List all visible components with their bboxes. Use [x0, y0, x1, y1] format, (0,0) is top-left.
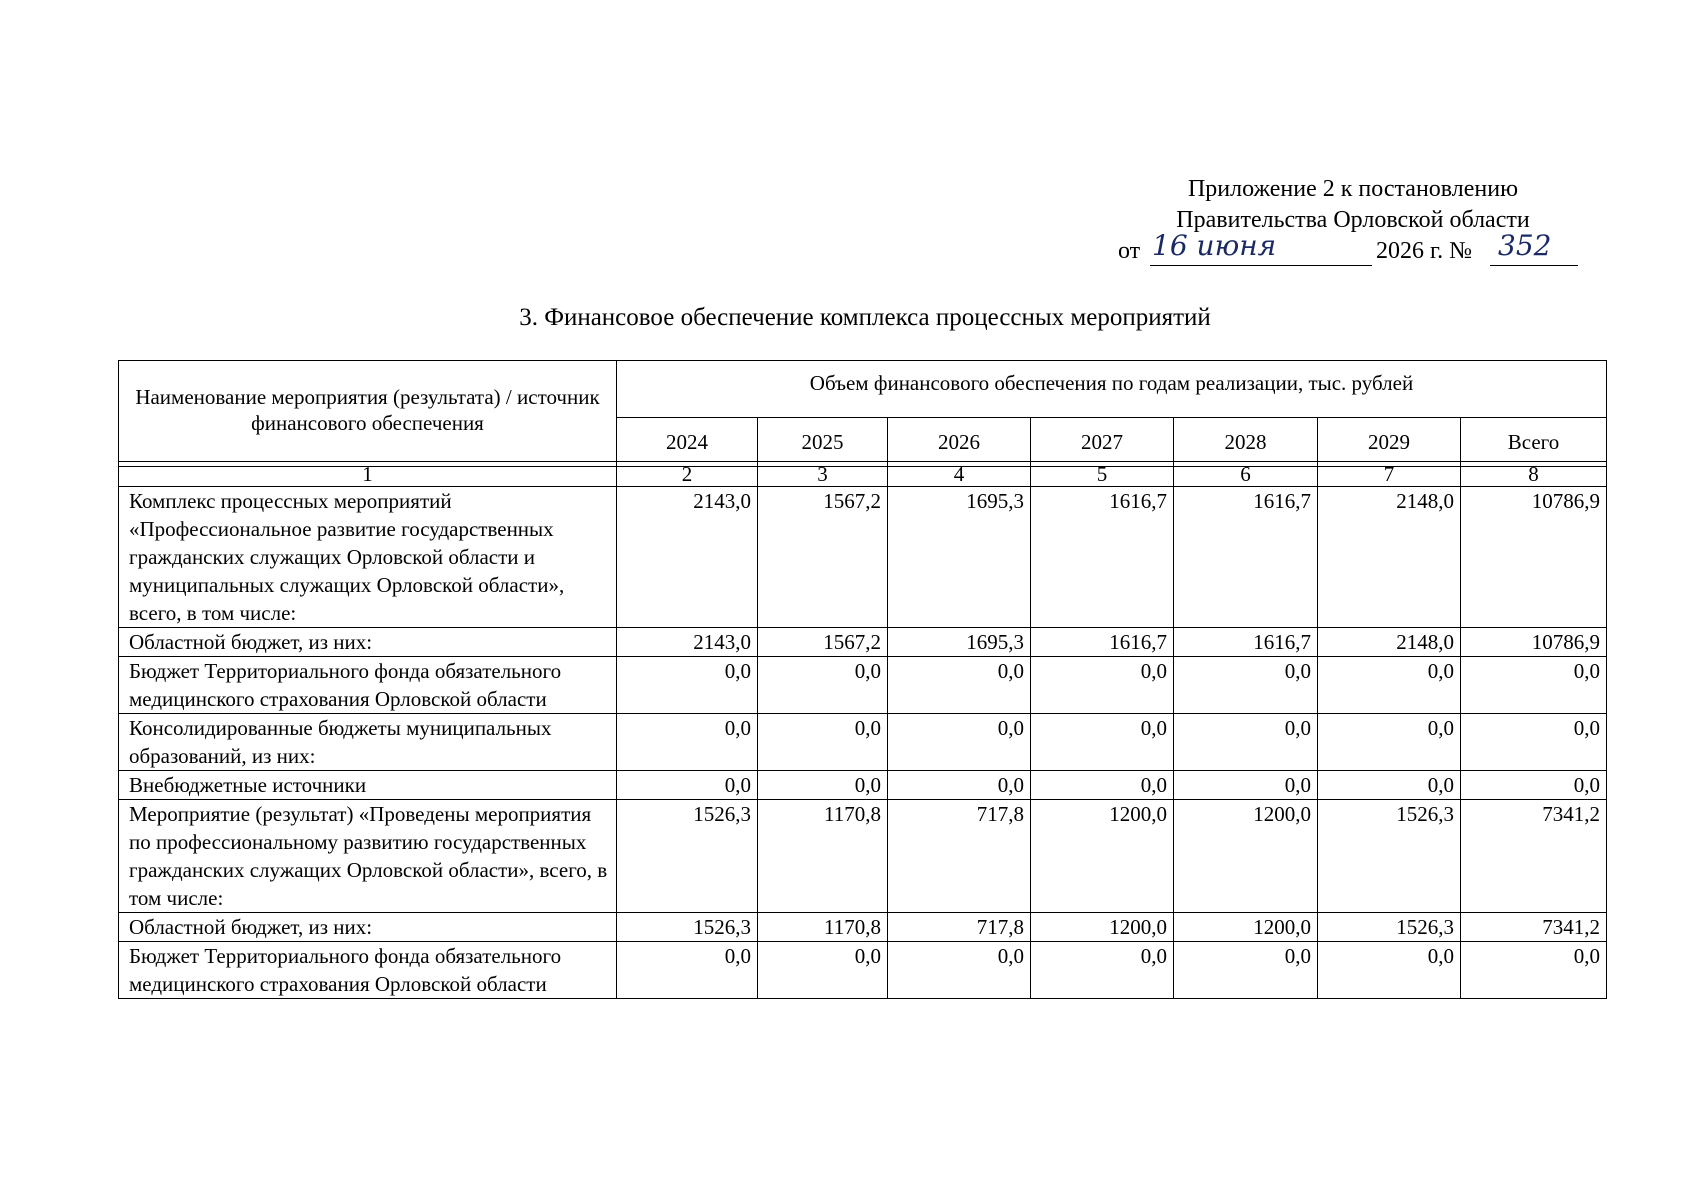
row-value: 0,0 — [617, 657, 758, 714]
row-name: Бюджет Территориального фонда обязательного медицинского страхования Орловской области — [119, 942, 617, 999]
column-number: 1 — [119, 462, 617, 487]
column-number: 8 — [1461, 462, 1607, 487]
table-row — [119, 942, 1607, 999]
row-value: 1567,2 — [758, 487, 888, 628]
row-value: 0,0 — [1174, 714, 1318, 771]
year-number-label: 2026 г. № — [1376, 238, 1473, 264]
column-number: 3 — [758, 462, 888, 487]
row-value: 0,0 — [758, 771, 888, 800]
column-header-volume: Объем финансового обеспечения по годам реализации, тыс. рублей — [617, 361, 1607, 418]
column-header-name: Наименование мероприятия (результата) / источник финансового обеспечения — [119, 361, 617, 467]
row-value: 0,0 — [1318, 771, 1461, 800]
year-header: 2027 — [1031, 418, 1174, 467]
year-header: 2024 — [617, 418, 758, 467]
row-value: 0,0 — [1031, 714, 1174, 771]
year-header: 2028 — [1174, 418, 1318, 467]
row-value: 0,0 — [888, 714, 1031, 771]
row-name: Мероприятие (результат) «Проведены мероприятия по профессиональному развитию государственных гражданских служащих Орловской области», всего, в том числе: — [119, 800, 617, 913]
row-value: 0,0 — [758, 714, 888, 771]
row-name: Комплекс процессных мероприятий «Профессиональное развитие государственных гражданских служащих Орловской области и муниципальных служащих Орловской области», всего, в том числе: — [119, 487, 617, 628]
column-number-row — [119, 462, 1607, 487]
finance-table — [118, 461, 1607, 999]
row-value: 1616,7 — [1031, 487, 1174, 628]
table-row — [119, 771, 1607, 800]
row-value: 1200,0 — [1031, 913, 1174, 942]
table-row — [119, 487, 1607, 628]
row-value: 2148,0 — [1318, 487, 1461, 628]
row-total: 10786,9 — [1461, 487, 1607, 628]
row-total: 0,0 — [1461, 657, 1607, 714]
row-value: 1526,3 — [1318, 913, 1461, 942]
appendix-block — [1118, 174, 1588, 267]
row-value: 0,0 — [1318, 942, 1461, 999]
row-value: 0,0 — [1031, 942, 1174, 999]
appendix-line-1: Приложение 2 к постановлению — [1187, 176, 1519, 202]
row-value: 0,0 — [617, 942, 758, 999]
row-value: 1526,3 — [617, 913, 758, 942]
row-value: 1200,0 — [1174, 800, 1318, 913]
table-row — [119, 628, 1607, 657]
row-value: 1170,8 — [758, 913, 888, 942]
row-value: 1616,7 — [1174, 628, 1318, 657]
row-name: Внебюджетные источники — [119, 771, 617, 800]
appendix-date-line — [1118, 229, 1588, 267]
column-number: 4 — [888, 462, 1031, 487]
year-header: 2025 — [758, 418, 888, 467]
section-title: 3. Финансовое обеспечение комплекса процессных мероприятий — [519, 304, 1211, 331]
row-value: 0,0 — [1031, 771, 1174, 800]
row-value: 1695,3 — [888, 628, 1031, 657]
row-name: Консолидированные бюджеты муниципальных образований, из них: — [119, 714, 617, 771]
column-number: 7 — [1318, 462, 1461, 487]
row-value: 1616,7 — [1031, 628, 1174, 657]
row-name: Областной бюджет, из них: — [119, 628, 617, 657]
row-value: 0,0 — [1174, 657, 1318, 714]
year-header: 2029 — [1318, 418, 1461, 467]
row-value: 0,0 — [1318, 657, 1461, 714]
row-value: 1526,3 — [617, 800, 758, 913]
row-value: 0,0 — [888, 771, 1031, 800]
row-value: 0,0 — [1174, 771, 1318, 800]
row-value: 0,0 — [888, 942, 1031, 999]
row-value: 2143,0 — [617, 628, 758, 657]
column-number: 5 — [1031, 462, 1174, 487]
table-row — [119, 800, 1607, 913]
row-value: 0,0 — [888, 657, 1031, 714]
handwritten-date: 16 июня — [1152, 229, 1277, 262]
table-header — [118, 360, 1607, 467]
row-total: 7341,2 — [1461, 913, 1607, 942]
row-total: 7341,2 — [1461, 800, 1607, 913]
row-value: 0,0 — [758, 942, 888, 999]
row-value: 0,0 — [758, 657, 888, 714]
row-total: 10786,9 — [1461, 628, 1607, 657]
column-number: 2 — [617, 462, 758, 487]
row-total: 0,0 — [1461, 942, 1607, 999]
handwritten-number: 352 — [1498, 229, 1552, 262]
year-header: 2026 — [888, 418, 1031, 467]
row-value: 1567,2 — [758, 628, 888, 657]
row-value: 1526,3 — [1318, 800, 1461, 913]
table-row — [119, 714, 1607, 771]
row-value: 2148,0 — [1318, 628, 1461, 657]
row-value: 717,8 — [888, 913, 1031, 942]
row-value: 717,8 — [888, 800, 1031, 913]
row-total: 0,0 — [1461, 771, 1607, 800]
column-number: 6 — [1174, 462, 1318, 487]
from-label: от — [1118, 238, 1141, 264]
table-row — [119, 657, 1607, 714]
row-value: 1170,8 — [758, 800, 888, 913]
row-value: 0,0 — [617, 771, 758, 800]
row-value: 1616,7 — [1174, 487, 1318, 628]
row-value: 1200,0 — [1174, 913, 1318, 942]
row-total: 0,0 — [1461, 714, 1607, 771]
table-row — [119, 913, 1607, 942]
row-value: 0,0 — [617, 714, 758, 771]
row-name: Бюджет Территориального фонда обязательного медицинского страхования Орловской области — [119, 657, 617, 714]
row-value: 0,0 — [1174, 942, 1318, 999]
row-value: 1200,0 — [1031, 800, 1174, 913]
row-value: 0,0 — [1031, 657, 1174, 714]
total-header: Всего — [1461, 418, 1607, 467]
appendix-line-2: Правительства Орловской области — [1176, 207, 1530, 233]
row-value: 2143,0 — [617, 487, 758, 628]
row-value: 0,0 — [1318, 714, 1461, 771]
row-name: Областной бюджет, из них: — [119, 913, 617, 942]
row-value: 1695,3 — [888, 487, 1031, 628]
